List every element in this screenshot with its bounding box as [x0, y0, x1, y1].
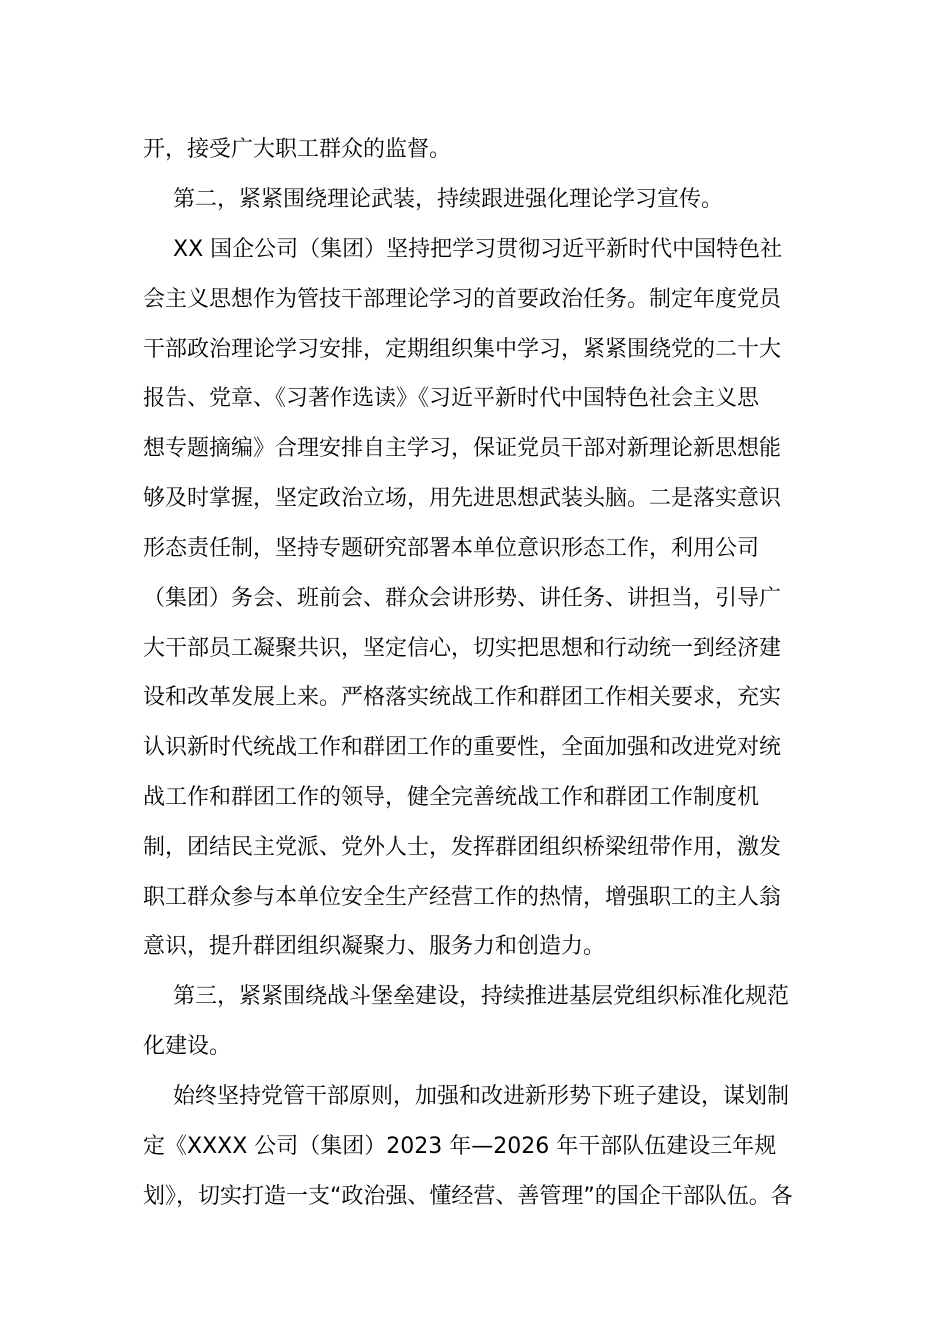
section-heading-2: 第二，紧紧围绕理论武装，持续跟进强化理论学习宣传。 [173, 187, 724, 212]
paragraph-line: 大干部员工凝聚共识，坚定信心，切实把思想和行动统一到经济建 [143, 636, 782, 661]
paragraph-line: 报告、党章、《习著作选读》《习近平新时代中国特色社会主义思 [143, 386, 760, 411]
paragraph-line: 想专题摘编》合理安排自主学习，保证党员干部对新理论新思想能 [143, 436, 782, 461]
paragraph-line: XX 国企公司（集团）坚持把学习贯彻习近平新时代中国特色社 [173, 237, 783, 262]
text-line: 开，接受广大职工群众的监督。 [143, 137, 452, 162]
paragraph-line: 职工群众参与本单位安全生产经营工作的热情，增强职工的主人翁 [143, 885, 782, 910]
paragraph-line: 定《XXXX 公司（集团）2023 年—2026 年干部队伍建设三年规 [143, 1134, 777, 1159]
paragraph-line: 形态责任制，坚持专题研究部署本单位意识形态工作，利用公司 [143, 536, 760, 561]
section-heading-3: 第三，紧紧围绕战斗堡垒建设，持续推进基层党组织标准化规范 [173, 984, 790, 1009]
paragraph-line: 会主义思想作为管技干部理论学习的首要政治任务。制定年度党员 [143, 287, 782, 312]
section-heading-3-cont: 化建设。 [143, 1034, 232, 1059]
paragraph-line: 够及时掌握，坚定政治立场，用先进思想武装头脑。二是落实意识 [143, 486, 782, 511]
paragraph-line: 意识，提升群团组织凝聚力、服务力和创造力。 [143, 934, 606, 959]
paragraph-line: 制，团结民主党派、党外人士，发挥群团组织桥梁纽带作用，激发 [143, 835, 782, 860]
paragraph-line: 战工作和群团工作的领导，健全完善统战工作和群团工作制度机 [143, 785, 760, 810]
paragraph-line: 认识新时代统战工作和群团工作的重要性，全面加强和改进党对统 [143, 735, 782, 760]
paragraph-line: 划》，切实打造一支“政治强、懂经营、善管理”的国企干部队伍。各 [143, 1184, 793, 1209]
paragraph-line: （集团）务会、班前会、群众会讲形势、讲任务、讲担当，引导广 [143, 586, 782, 611]
paragraph-line: 始终坚持党管干部原则，加强和改进新形势下班子建设，谋划制 [173, 1084, 790, 1109]
paragraph-line: 设和改革发展上来。严格落实统战工作和群团工作相关要求，充实 [143, 685, 782, 710]
paragraph-line: 干部政治理论学习安排，定期组织集中学习，紧紧围绕党的二十大 [143, 337, 782, 362]
